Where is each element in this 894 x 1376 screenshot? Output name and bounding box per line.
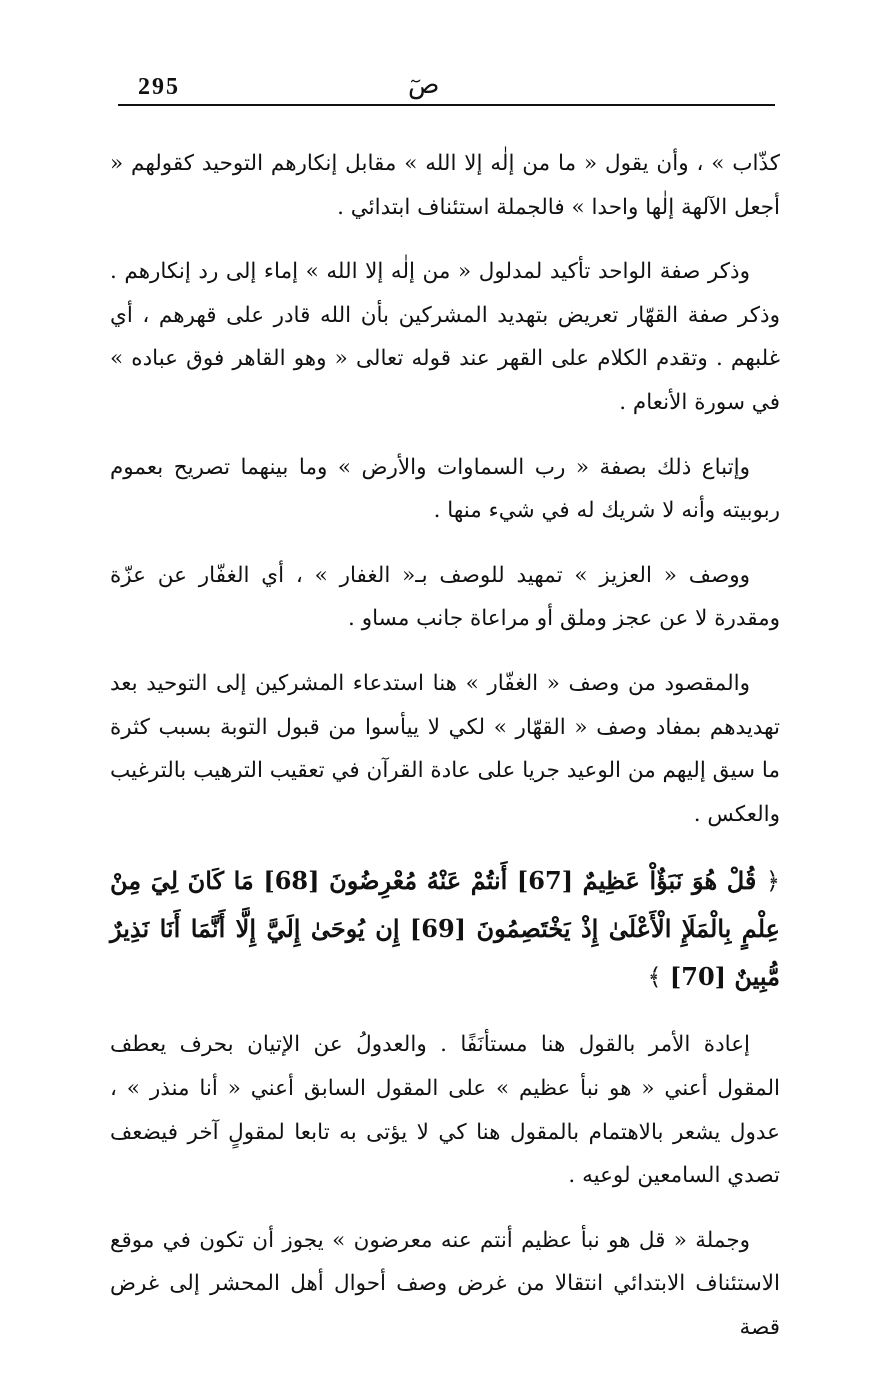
verse-close-bracket: ﴾ (647, 963, 662, 992)
paragraph: ووصف « العزيز » تمهيد للوصف بـ« الغفار » ، أي الغفّار عن عزّة ومقدرة لا عن عجز وملق أو مراعاة جانب مساو . (110, 562, 780, 632)
paragraph: والمقصود من وصف « الغفّار » هنا استدعاء المشركين إلى التوحيد بعد تهديدهم بمفاد وصف « القهّار » لكي لا ييأسوا من قبول التوبة بسبب كثرة ما سيق إليهم من الوعيد جريا على عادة القرآن في تعقيب الترهيب بالترغيب والعكس . (110, 670, 780, 827)
verse-text: قُلْ هُوَ نَبَؤٌاْ عَظِيمٌ [67] أَنتُمْ عَنْهُ مُعْرِضُونَ [68] مَا كَانَ لِيَ مِنْ عِلْمٍ بِالْمَلَإِ الْأَعْلَىٰ إِذْ يَخْتَصِمُونَ [69] إِن يُوحَىٰ إِلَيَّ إِلَّا أَنَّمَا أَنَا نَذِيرٌ مُّبِينٌ [70] (110, 866, 780, 992)
verse-open-bracket: ﴿ (765, 867, 781, 896)
header-rule (118, 104, 775, 106)
running-head: صٓ (408, 70, 440, 100)
paragraph: كذّاب » ، وأن يقول « ما من إلٰه إلا الله » مقابل إنكارهم التوحيد كقولهم « أجعل الآلهة إلٰها واحدا » فالجملة استئناف ابتدائي . (110, 151, 780, 220)
paragraph: وإتباع ذلك بصفة « رب السماوات والأرض » وما بينهما تصريح بعموم ربوبيته وأنه لا شريك له في شيء منها . (110, 454, 780, 524)
quran-verse (110, 857, 780, 1001)
paragraph: إعادة الأمر بالقول هنا مستأنَفًا . والعدولُ عن الإتيان بحرف يعطف المقول أعني « هو نبأ عظيم » على المقول السابق أعني « أنا منذر » ، عدول يشعر بالاهتمام بالمقول هنا كي لا يؤتى به تابعا لمقولٍ آخر فيضعف تصدي السامعين لوعيه . (110, 1032, 780, 1189)
paragraph: وذكر صفة الواحد تأكيد لمدلول « من إلٰه إلا الله » إماء إلى رد إنكارهم . وذكر صفة القهّار تعريض بتهديد المشركين بأن الله قادر على قهرهم ، أي غلبهم . وتقدم الكلام على القهر عند قوله تعالى « وهو القاهر فوق عباده » في سورة الأنعام . (110, 259, 780, 415)
page-body (110, 142, 780, 1370)
page-number: 295 (138, 74, 180, 100)
paragraph: وجملة « قل هو نبأ عظيم أنتم عنه معرضون » يجوز أن تكون في موقع الاستئناف الابتدائي انتقالا من غرض وصف أحوال أهل المحشر إلى غرض قصة (110, 1227, 780, 1340)
page-header (118, 70, 775, 108)
